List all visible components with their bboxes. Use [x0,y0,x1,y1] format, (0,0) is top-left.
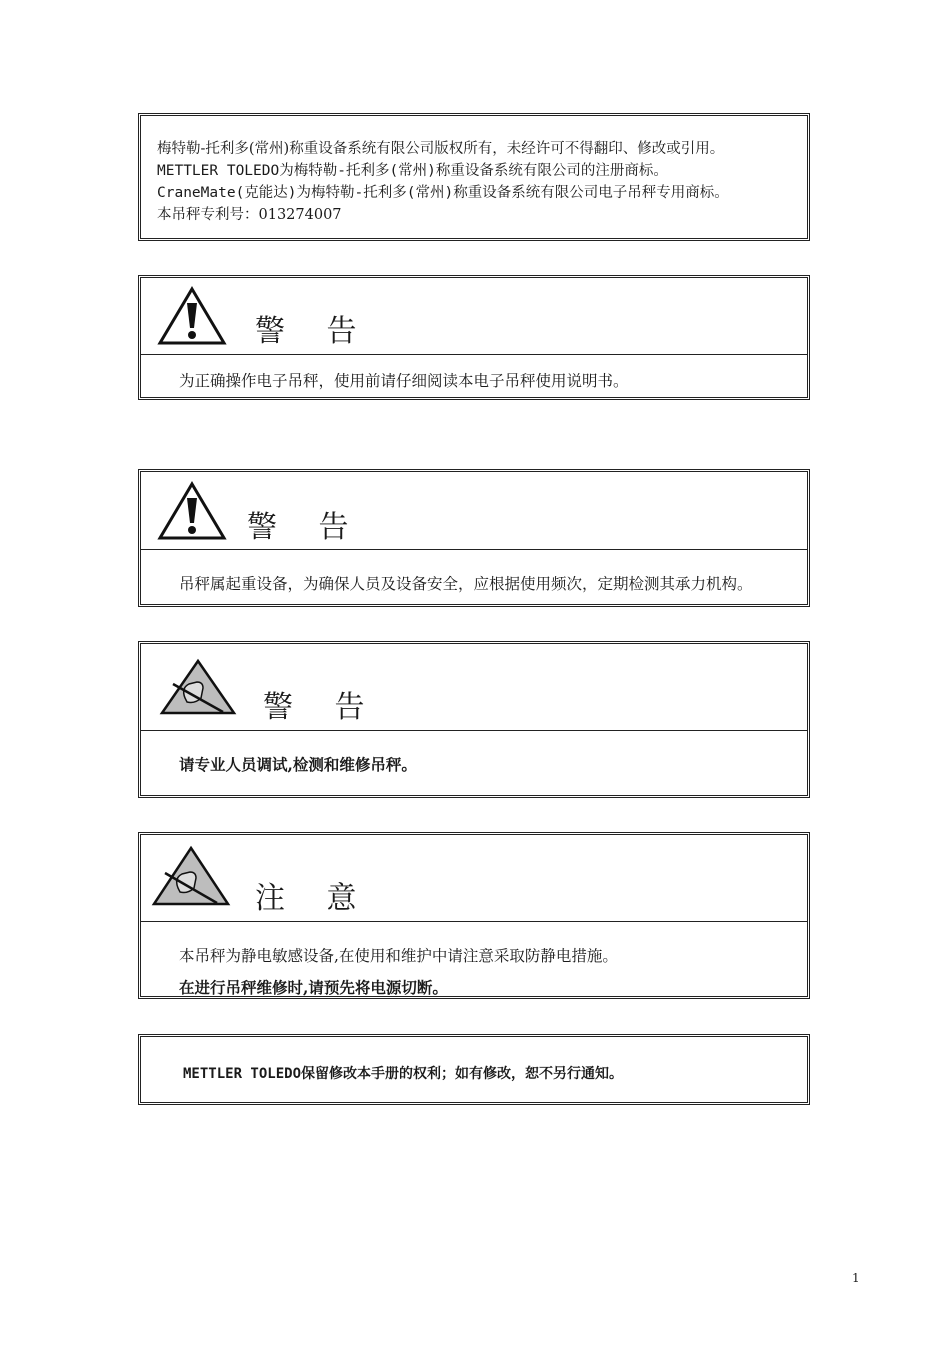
caution-header [141,835,807,922]
warning-box-read-manual [138,275,810,400]
copyright-line-1: 梅特勒-托利多(常州)称重设备系统有限公司版权所有，未经许可不得翻印、修改或引用。 [157,141,725,157]
warning-box-professional-service [138,641,810,798]
warning-title: 警 告 [247,510,365,545]
warning-header [141,644,807,731]
warning-triangle-icon [157,481,227,541]
warning-triangle-icon [157,286,227,346]
caution-box-esd [138,832,810,999]
warning-header [141,472,807,550]
copyright-box [138,113,810,241]
caution-text-bold: 在进行吊秤维修时,请预先将电源切断。 [179,978,448,997]
reservation-text: METTLER TOLEDO保留修改本手册的权利；如有修改，恕不另行通知。 [183,1066,624,1082]
copyright-line-2: METTLER TOLEDO为梅特勒-托利多(常州)称重设备系统有限公司的注册商标。 [157,163,668,179]
copyright-line-4: 本吊秤专利号：013274007 [157,207,342,223]
warning-title: 警 告 [263,690,381,725]
caution-text: 本吊秤为静电敏感设备,在使用和维护中请注意采取防静电措施。 [179,947,618,965]
caution-title: 注 意 [255,881,373,916]
page-number: 1 [852,1271,860,1285]
warning-text: 请专业人员调试,检测和维修吊秤。 [179,755,417,774]
warning-title: 警 告 [255,314,373,349]
warning-text: 吊秤属起重设备，为确保人员及设备安全，应根据使用频次，定期检测其承力机构。 [179,575,753,593]
warning-box-periodic-inspection [138,469,810,607]
warning-header [141,278,807,355]
esd-sensitive-icon [151,845,231,907]
reservation-box [138,1034,810,1105]
warning-text: 为正确操作电子吊秤，使用前请仔细阅读本电子吊秤使用说明书。 [179,372,629,390]
esd-sensitive-icon [159,658,237,716]
copyright-line-3: CraneMate(克能达)为梅特勒-托利多(常州)称重设备系统有限公司电子吊秤专用商标。 [157,185,729,201]
